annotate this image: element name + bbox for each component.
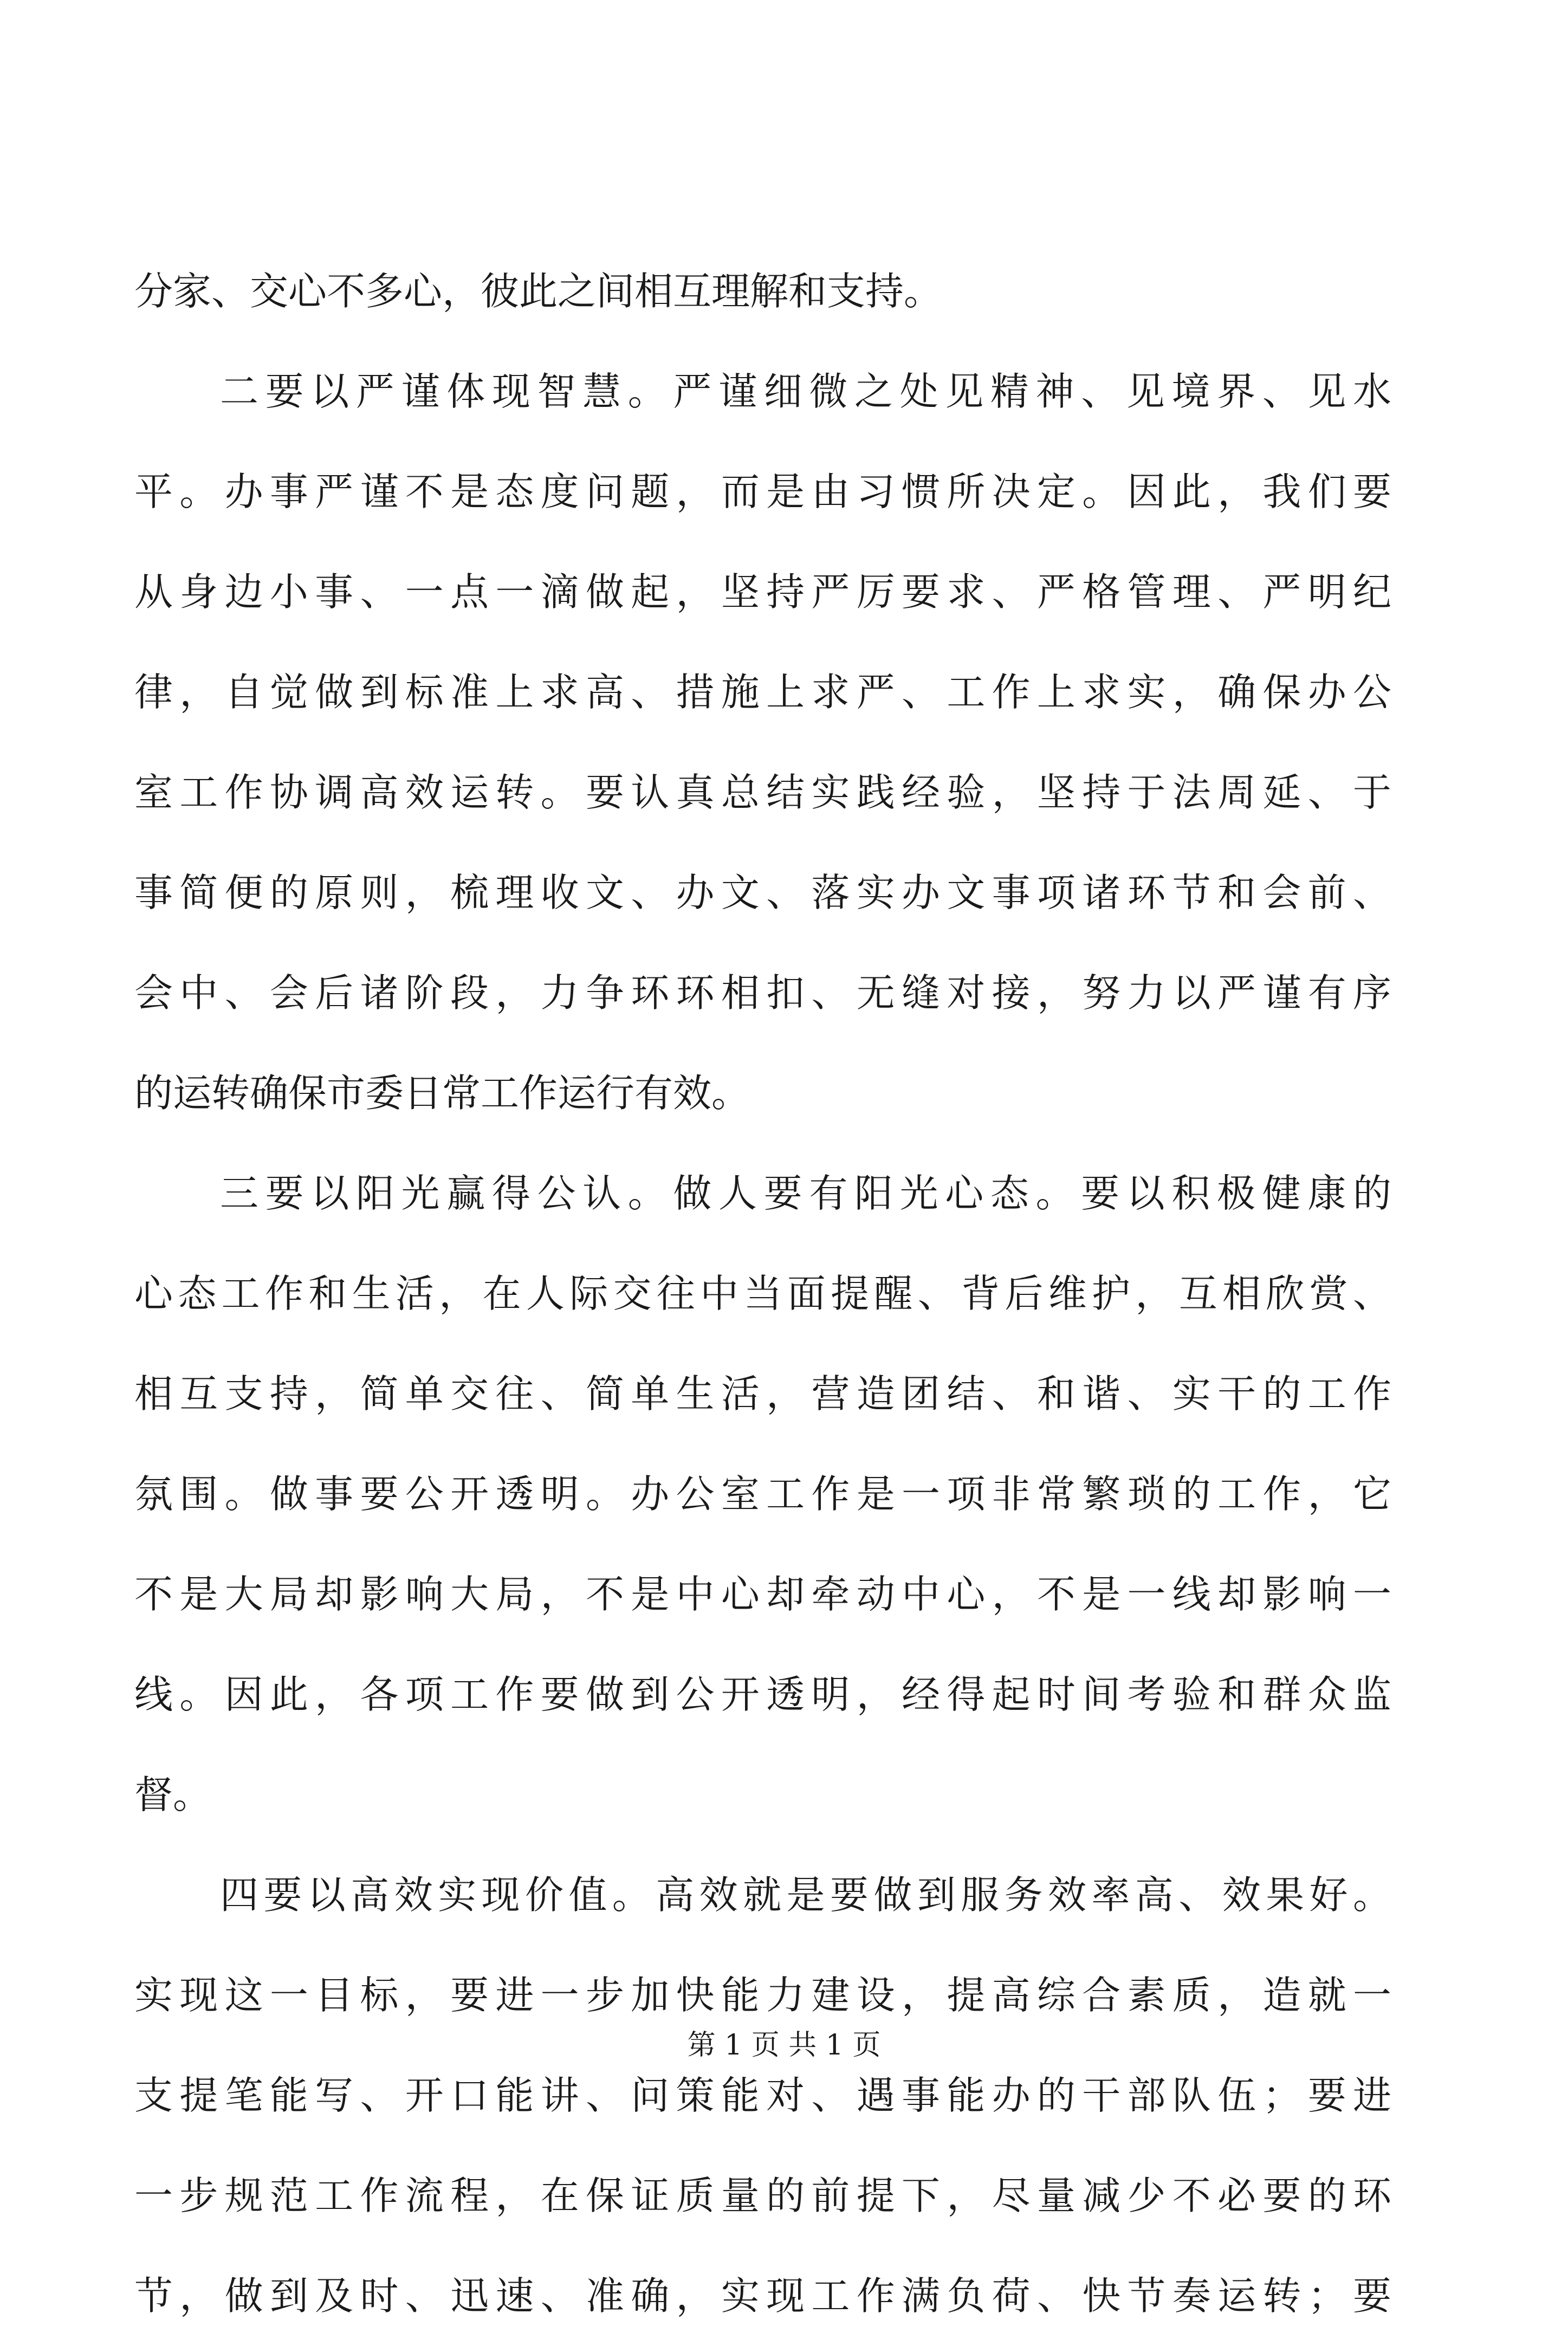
paragraph-line: 分家、交心不多心，彼此之间相互理解和支持。 — [134, 269, 943, 314]
paragraph-line: 室工作协调高效运转。要认真总结实践经验，坚持于法周延、于 — [134, 770, 1391, 815]
paragraph-line: 从身边小事、一点一滴做起，坚持严厉要求、严格管理、严明纪 — [134, 569, 1391, 614]
paragraph-line: 线。因此，各项工作要做到公开透明，经得起时间考验和群众监 — [134, 1672, 1391, 1717]
paragraph-line: 三要以阳光赢得公认。做人要有阳光心态。要以积极健康的 — [220, 1171, 1391, 1216]
paragraph-line: 支提笔能写、开口能讲、问策能对、遇事能办的干部队伍；要进 — [134, 2073, 1391, 2118]
paragraph-line: 四要以高效实现价值。高效就是要做到服务效率高、效果好。 — [220, 1872, 1391, 1917]
paragraph-line: 不是大局却影响大局，不是中心却牵动中心，不是一线却影响一 — [134, 1572, 1391, 1617]
paragraph-line: 会中、会后诸阶段，力争环环相扣、无缝对接，努力以严谨有序 — [134, 970, 1391, 1015]
paragraph-line: 氛围。做事要公开透明。办公室工作是一项非常繁琐的工作，它 — [134, 1472, 1391, 1517]
paragraph-line: 督。 — [134, 1772, 212, 1817]
paragraph-line: 节，做到及时、迅速、准确，实现工作满负荷、快节奏运转；要 — [134, 2273, 1391, 2318]
paragraph-line: 一步规范工作流程，在保证质量的前提下，尽量减少不必要的环 — [134, 2173, 1391, 2218]
page-footer: 第 1 页 共 1 页 — [687, 2029, 881, 2062]
paragraph-line: 平。办事严谨不是态度问题，而是由习惯所决定。因此，我们要 — [134, 469, 1391, 514]
paragraph-line: 心态工作和生活，在人际交往中当面提醒、背后维护，互相欣赏、 — [134, 1271, 1391, 1316]
paragraph-line: 律，自觉做到标准上求高、措施上求严、工作上求实，确保办公 — [134, 670, 1391, 715]
paragraph-line: 实现这一目标，要进一步加快能力建设，提高综合素质，造就一 — [134, 1973, 1391, 2018]
paragraph-line: 的运转确保市委日常工作运行有效。 — [134, 1071, 750, 1116]
paragraph-line: 相互支持，简单交往、简单生活，营造团结、和谐、实干的工作 — [134, 1371, 1391, 1416]
paragraph-line: 二要以严谨体现智慧。严谨细微之处见精神、见境界、见水 — [220, 369, 1391, 414]
paragraph-line: 事简便的原则，梳理收文、办文、落实办文事项诸环节和会前、 — [134, 870, 1391, 915]
